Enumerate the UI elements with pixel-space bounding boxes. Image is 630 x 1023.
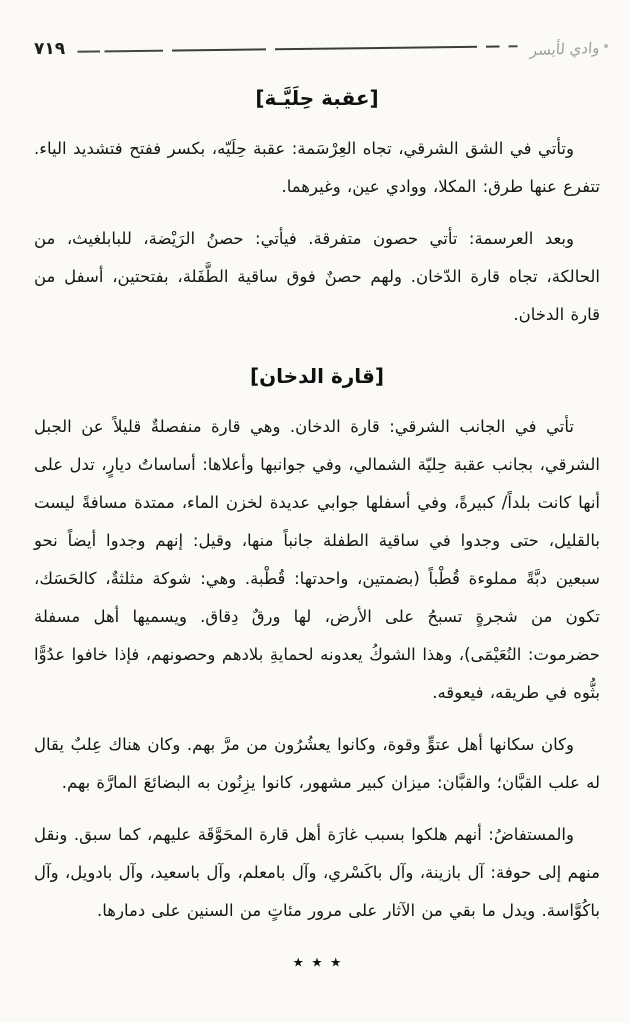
section-heading: [عقبة حِلَيَّـة] <box>255 86 379 110</box>
running-header: وادي لأيسر <box>529 38 601 60</box>
page-number: ٧١٩ <box>34 39 66 59</box>
paragraph: والمستفاضُ: أنهم هلكوا بسبب غارَة أهل قارة المحَوَّقَة عليهم، كما سبق. ونقل منهم إلى حوفة: آل بازينة، وآل باكَسْري، وآل بامعلم، وآل باسعيد، وآل بادويل، وآل باكُوَّاسة. ويدل ما بقي من الآثار على مرور مئاتٍ من السنين على دمارها. <box>34 825 600 920</box>
paragraph: وكان سكانها أهل عتوٍّ وقوة، وكانوا يعشُرُون من مرَّ بهم. وكان هناك عِلبٌ يقال له علب القبَّان؛ والقبَّان: ميزان كبير مشهور، كانوا يزِنُون به البضائعَ المارَّة بهم. <box>34 735 600 792</box>
page-header <box>34 34 600 64</box>
scan-artifact <box>604 44 608 48</box>
header-rule-line <box>73 45 522 52</box>
paragraph: وبعد العرسمة: تأتي حصون متفرقة. فيأتي: حصنُ الرَيْضة، للبابلغيث، من الحالكة، تجاه قارة الدّخان. ولهم حصنٌ فوق ساقية الطَّفَلة، بفتحتين، أسفل من قارة الدخان. <box>34 229 600 324</box>
section-aqabat-hilyah <box>34 86 600 334</box>
section-qarat-addukhan <box>34 364 600 930</box>
paragraph: تأتي في الجانب الشرقي: قارة الدخان. وهي قارة منفصلةٌ قليلاً عن الجبل الشرقي، بجانب عقبة حِليّة الشمالي، وفي جوانبها وأعلاها: أساساتُ ديارٍ، تدل على أنها كانت بلداً/ كبيرةً، وفي أسفلها جوابي عديدة لخزن الماء، ممتدة مسافةً ليست بالقليل، حتى وجدوا في ساقية الطفلة جانباً منها، وقيل: إنهم وجدوا أيضاً نحو سبعين دبَّةً مملوءة قُطْباً (بضمتين، واحدتها: قُطْبة. وهي: شوكة مثلثةٌ، كالحَسَك، تكون من شجرةٍ تسبحُ على الأرض، لها ورقٌ دِقاق. ويسميها أهل مسفلة حضرموت: النُعَيْمَى)، وهذا الشوكُ يعدونه لحمايةِ بلادهم وحصونهم، فإذا خافوا عدُوًّا بثُّوه في طريقه، فيعوقه. <box>34 417 600 702</box>
paragraph: وتأتي في الشق الشرقي، تجاه العِرْسَمة: عقبة حِلَيّه، بكسر ففتح فتشديد الياء. تتفرع عنها طرق: المكلا، ووادي عين، وغيرهما. <box>34 139 600 196</box>
footer-ornament: ٭ ٭ ٭ <box>292 950 342 974</box>
section-heading: [قارة الدخان] <box>249 364 385 388</box>
